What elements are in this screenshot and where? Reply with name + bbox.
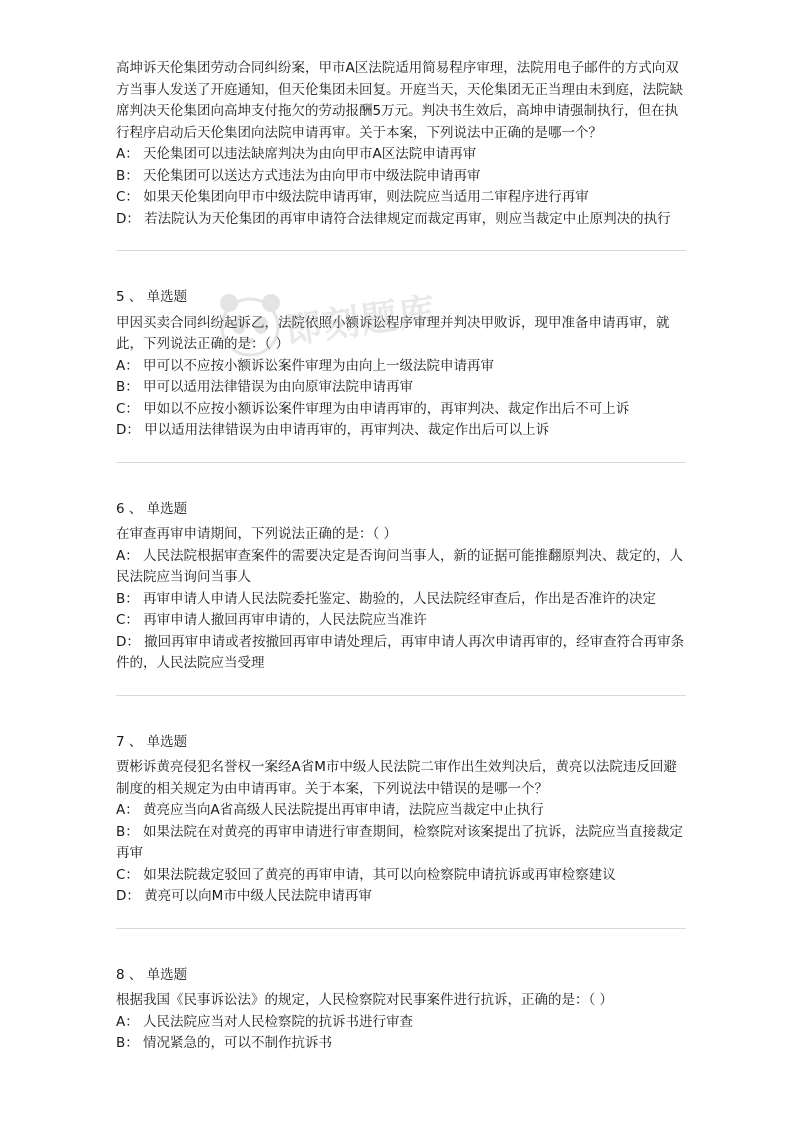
option-c[interactable]: C： 甲如以不应按小额诉讼案件审理为由申请再审的，再审判决、裁定作出后不可上诉 xyxy=(116,400,630,417)
question-header: 5 、 单选题 xyxy=(116,289,188,305)
option-c[interactable]: C： 如果天伦集团向甲市中级法院申请再审，则法院应当适用二审程序进行再审 xyxy=(116,189,589,205)
option-b[interactable]: B： 甲可以适用法律错误为由向原审法院申请再审 xyxy=(116,379,414,395)
question-4 xyxy=(116,58,686,230)
question-stem: 高坤诉天伦集团劳动合同纠纷案，甲市A区法院适用简易程序审理，法院用电子邮件的方式向双方当事人发送了开庭通知，但天伦集团未回复。开庭当天，天伦集团无正当理由未到庭，法院缺席判决天伦集团向高坤支付拖欠的劳动报酬5万元。判决书生效后，高坤申请强制执行，但在执行程序启动后天伦集团向法院申请再审。关于本案，下列说法中正确的是哪一个？ xyxy=(116,60,683,141)
option-c[interactable]: C： 再审申请人撤回再审申请的，人民法院应当准许 xyxy=(116,612,427,628)
option-d[interactable]: D： 黄亮可以向M市中级人民法院申请再审 xyxy=(116,888,372,904)
option-d[interactable]: D： 甲以适用法律错误为由申请再审的，再审判决、裁定作出后可以上诉 xyxy=(116,422,550,438)
question-header: 6 、 单选题 xyxy=(116,500,188,517)
question-stem: 贾彬诉黄亮侵犯名誉权一案经A省M市中级人民法院二审作出生效判决后，黄亮以法院违反回避制度的相关规定为由申请再审。关于本案，下列说法中错误的是哪一个？ xyxy=(116,759,677,797)
option-a[interactable]: A： 天伦集团可以违法缺席判决为由向甲市A区法院申请再审 xyxy=(116,146,477,162)
option-a[interactable]: A： 甲可以不应按小额诉讼案件审理为由向上一级法院申请再审 xyxy=(116,357,495,374)
question-8 xyxy=(116,965,686,1055)
option-b[interactable]: B： 情况紧急的，可以不制作抗诉书 xyxy=(116,1035,333,1051)
question-7 xyxy=(116,732,686,908)
option-b[interactable]: B： 再审申请人申请人民法院委托鉴定、勘验的，人民法院经审查后，作出是否准许的决定 xyxy=(116,590,657,607)
watermark-text: 即刻题库 xyxy=(283,290,440,353)
question-6 xyxy=(116,499,686,675)
divider xyxy=(116,928,686,929)
divider xyxy=(116,250,686,251)
option-a[interactable]: A： 人民法院应当对人民检察院的抗诉书进行审查 xyxy=(116,1013,414,1030)
question-header: 7 、 单选题 xyxy=(116,733,188,750)
question-5 xyxy=(116,287,686,442)
divider xyxy=(116,462,686,463)
option-d[interactable]: D： 若法院认为天伦集团的再审申请符合法律规定而裁定再审，则应当裁定中止原判决的执行 xyxy=(116,210,671,227)
question-stem: 在审查再审申请期间，下列说法正确的是：（ ） xyxy=(116,526,398,542)
question-list xyxy=(116,58,686,1055)
option-a[interactable]: A： 黄亮应当向A省高级人民法院提出再审申请，法院应当裁定中止执行 xyxy=(116,802,544,818)
option-c[interactable]: C： 如果法院裁定驳回了黄亮的再审申请，其可以向检察院申请抗诉或再审检察建议 xyxy=(116,866,616,883)
option-b[interactable]: B： 如果法院在对黄亮的再审申请进行审查期间，检察院对该案提出了抗诉，法院应当直接裁定再审 xyxy=(116,823,684,861)
option-a[interactable]: A： 人民法院根据审查案件的需要决定是否询问当事人，新的证据可能推翻原判决、裁定的，人民法院应当询问当事人 xyxy=(116,547,684,585)
divider xyxy=(116,695,686,696)
option-b[interactable]: B： 天伦集团可以送达方式违法为由向甲市中级法院申请再审 xyxy=(116,167,481,184)
question-stem: 甲因买卖合同纠纷起诉乙，法院依照小额诉讼程序审理并判决甲败诉，现甲准备申请再审，就此，下列说法正确的是：（ ） xyxy=(116,314,670,352)
question-header: 8 、 单选题 xyxy=(116,966,188,983)
option-d[interactable]: D： 撤回再审申请或者按撤回再审申请处理后，再审申请人再次申请再审的，经审查符合再审条件的，人民法院应当受理 xyxy=(116,633,685,671)
question-stem: 根据我国《民事诉讼法》的规定，人民检察院对民事案件进行抗诉，正确的是：（ ） xyxy=(116,992,614,1008)
